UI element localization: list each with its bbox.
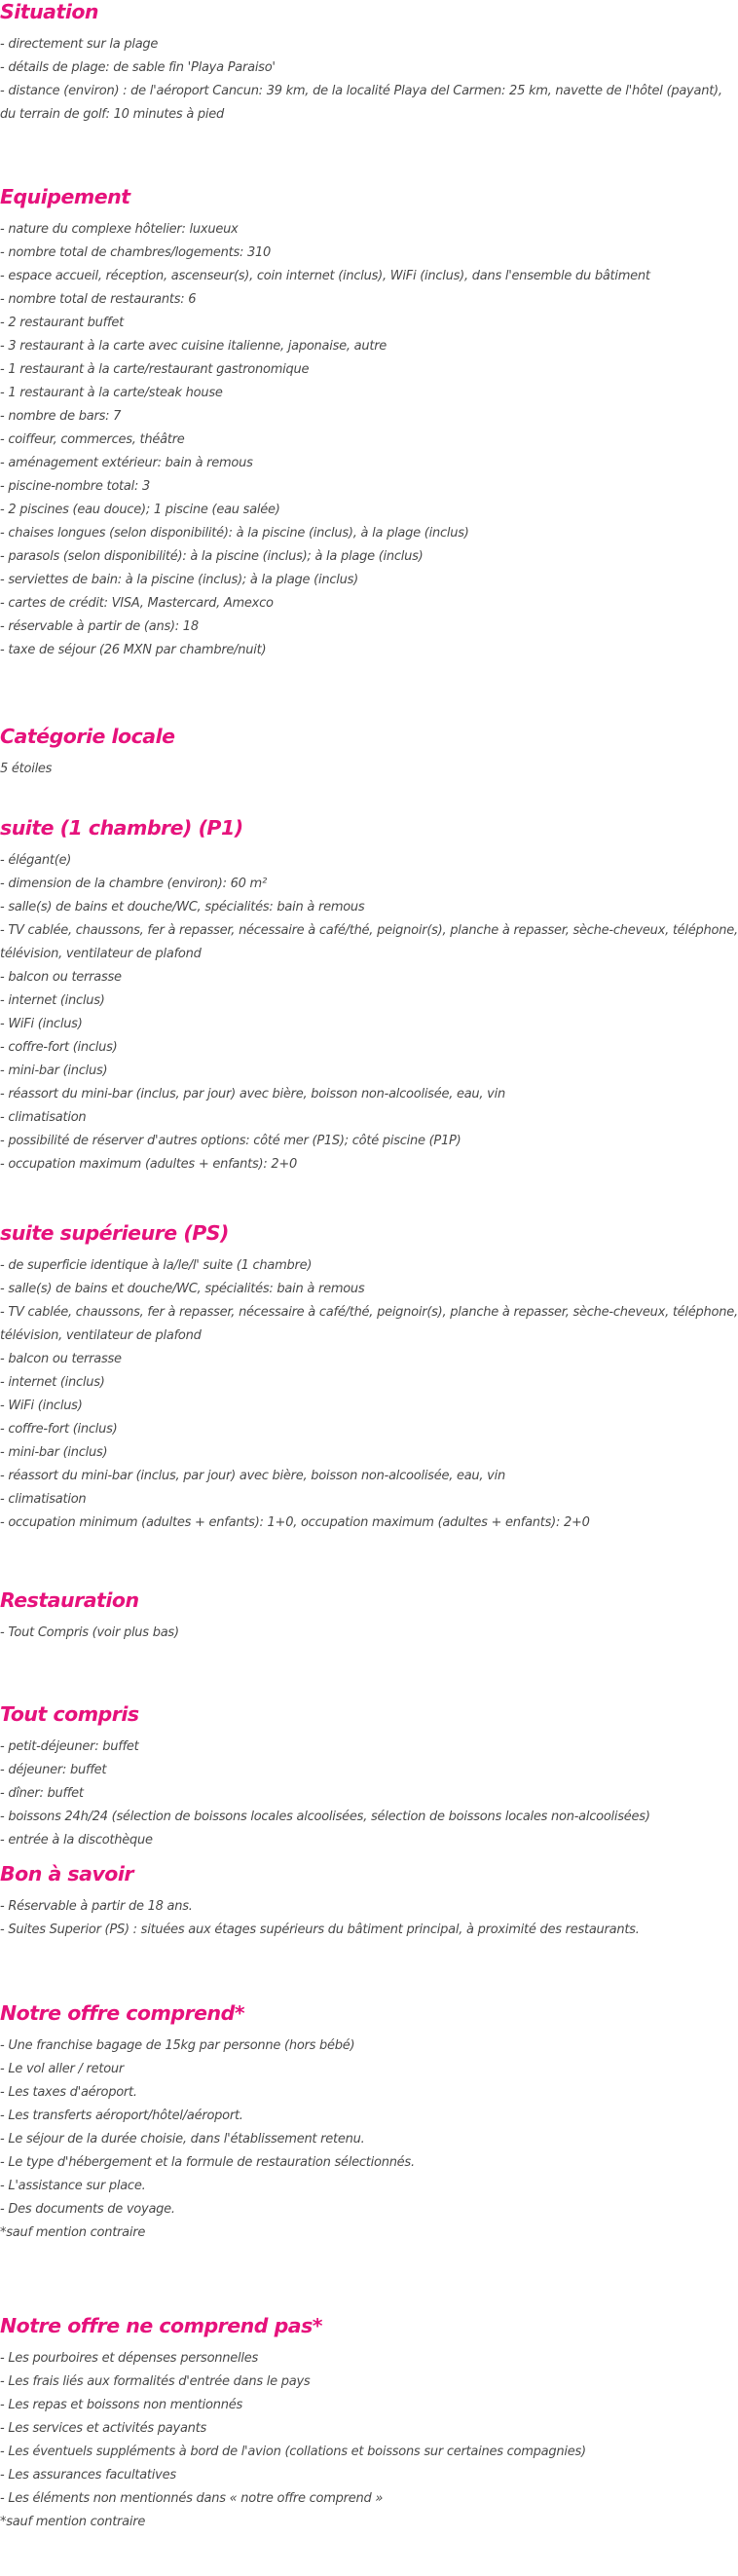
text-line: - occupation maximum (adultes + enfants): 2+0 (0, 1157, 298, 1172)
text-line: - TV cablée, chaussons, fer à repasser, nécessaire à café/thé, peignoir(s), planche à repasser, sèche-cheveux, téléphone, télévision, ventilateur de plafond (0, 1305, 738, 1343)
text-line: - Des documents de voyage. (0, 2202, 175, 2217)
text-line: - WiFi (inclus) (0, 1017, 83, 1031)
text-line: - Suites Superior (PS) : situées aux étages supérieurs du bâtiment principal, à proximité des restaurants. (0, 1923, 640, 1937)
text-line: - Tout Compris (voir plus bas) (0, 1625, 179, 1640)
text-line: - salle(s) de bains et douche/WC, spécialités: bain à remous (0, 1282, 365, 1296)
text-line: - salle(s) de bains et douche/WC, spécialités: bain à remous (0, 900, 365, 915)
text-line: - Les pourboires et dépenses personnelles (0, 2351, 259, 2366)
section-heading: Notre offre comprend* (0, 2001, 245, 2025)
text-line: - Les frais liés aux formalités d'entrée dans le pays (0, 2374, 311, 2389)
section-lines (0, 1622, 738, 1645)
text-line: - petit-déjeuner: buffet (0, 1739, 139, 1754)
section-heading: Situation (0, 0, 99, 23)
text-line: - Les services et activités payants (0, 2421, 207, 2436)
text-line: - mini-bar (inclus) (0, 1445, 108, 1460)
text-line: - TV cablée, chaussons, fer à repasser, nécessaire à café/thé, peignoir(s), planche à repasser, sèche-cheveux, téléphone, télévision, ventilateur de plafond (0, 923, 738, 961)
text-line: - balcon ou terrasse (0, 970, 122, 985)
section-bon-a-savoir (0, 1862, 738, 1942)
section-suite (0, 816, 738, 1176)
text-line: - 3 restaurant à la carte avec cuisine italienne, japonaise, autre (0, 339, 387, 354)
text-line: - 1 restaurant à la carte/restaurant gastronomique (0, 362, 310, 377)
text-line: - occupation minimum (adultes + enfants): 1+0, occupation maximum (adultes + enfants): 2+0 (0, 1515, 590, 1530)
text-line: - climatisation (0, 1110, 87, 1125)
text-line: - de superficie identique à la/le/l' suite (1 chambre) (0, 1258, 313, 1273)
text-line: - possibilité de réserver d'autres options: côté mer (P1S); côté piscine (P1P) (0, 1134, 461, 1148)
text-line: - Le type d'hébergement et la formule de restauration sélectionnés. (0, 2155, 415, 2170)
text-line: - taxe de séjour (26 MXN par chambre/nuit) (0, 643, 267, 657)
section-heading: suite supérieure (PS) (0, 1221, 229, 1245)
section-heading: suite (1 chambre) (P1) (0, 816, 243, 840)
section-heading: Tout compris (0, 1702, 139, 1726)
text-line: - 2 restaurant buffet (0, 316, 124, 330)
text-line: - nombre total de restaurants: 6 (0, 292, 197, 307)
section-restauration (0, 1588, 738, 1645)
text-line: - Le séjour de la durée choisie, dans l'établissement retenu. (0, 2132, 365, 2147)
text-line: - entrée à la discothèque (0, 1833, 153, 1848)
text-line: - 2 piscines (eau douce); 1 piscine (eau salée) (0, 503, 280, 517)
section-categorie (0, 725, 738, 781)
section-lines (0, 33, 738, 127)
text-line: - cartes de crédit: VISA, Mastercard, Amexco (0, 596, 274, 611)
section-offre-comprend (0, 2001, 738, 2245)
text-line: - serviettes de bain: à la piscine (inclus); à la plage (inclus) (0, 573, 358, 587)
section-heading: Equipement (0, 185, 130, 208)
text-line: - coffre-fort (inclus) (0, 1422, 118, 1437)
text-line: - climatisation (0, 1492, 87, 1507)
text-line: - boissons 24h/24 (sélection de boissons locales alcoolisées, sélection de boissons locales non-alcoolisées) (0, 1810, 650, 1824)
text-line: - Les éléments non mentionnés dans « notre offre comprend » (0, 2491, 384, 2506)
section-lines (0, 1895, 738, 1942)
section-offre-ne-comprend (0, 2314, 738, 2534)
text-line: - coiffeur, commerces, théâtre (0, 432, 185, 447)
text-line: - Les assurances facultatives (0, 2468, 176, 2483)
section-tout-compris (0, 1702, 738, 1852)
text-line: - coffre-fort (inclus) (0, 1040, 118, 1055)
text-line: - L'assistance sur place. (0, 2179, 146, 2193)
text-line: - distance (environ) : de l'aéroport Cancun: 39 km, de la localité Playa del Carmen: 25 km, navette de l'hôtel (payant), du terrain de golf: 10 minutes à pied (0, 84, 722, 122)
section-suite-sup (0, 1221, 738, 1535)
section-heading: Catégorie locale (0, 725, 175, 748)
section-heading: Restauration (0, 1588, 139, 1612)
section-equipement (0, 185, 738, 662)
text-line: - mini-bar (inclus) (0, 1064, 108, 1078)
section-lines (0, 758, 738, 781)
text-line: - détails de plage: de sable fin 'Playa Paraiso' (0, 60, 276, 75)
text-line: - parasols (selon disponibilité): à la piscine (inclus); à la plage (inclus) (0, 549, 424, 564)
text-line: - Les taxes d'aéroport. (0, 2085, 137, 2100)
text-line: - nature du complexe hôtelier: luxueux (0, 222, 239, 237)
text-line: - dîner: buffet (0, 1786, 84, 1801)
text-line: - nombre total de chambres/logements: 310 (0, 245, 272, 260)
text-line: *sauf mention contraire (0, 2225, 146, 2240)
section-heading: Bon à savoir (0, 1862, 134, 1885)
text-line: - réservable à partir de (ans): 18 (0, 619, 199, 634)
text-line: - espace accueil, réception, ascenseur(s), coin internet (inclus), WiFi (inclus), dans l'ensemble du bâtiment (0, 269, 650, 283)
text-line: - Les repas et boissons non mentionnés (0, 2398, 243, 2412)
text-line: - réassort du mini-bar (inclus, par jour) avec bière, boisson non-alcoolisée, eau, vin (0, 1469, 505, 1483)
text-line: - nombre de bars: 7 (0, 409, 122, 424)
section-lines (0, 2035, 738, 2245)
section-lines (0, 2347, 738, 2534)
text-line: - piscine-nombre total: 3 (0, 479, 150, 494)
text-line: - balcon ou terrasse (0, 1352, 122, 1366)
section-lines (0, 218, 738, 662)
text-line: - 1 restaurant à la carte/steak house (0, 386, 223, 400)
text-line: - Le vol aller / retour (0, 2062, 124, 2076)
text-line: - élégant(e) (0, 853, 72, 868)
section-lines (0, 849, 738, 1176)
text-line: - Réservable à partir de 18 ans. (0, 1899, 193, 1914)
text-line: - internet (inclus) (0, 1375, 105, 1390)
section-lines (0, 1736, 738, 1852)
text-line: - réassort du mini-bar (inclus, par jour) avec bière, boisson non-alcoolisée, eau, vin (0, 1087, 505, 1101)
text-line: - directement sur la plage (0, 37, 159, 52)
text-line: - WiFi (inclus) (0, 1399, 83, 1413)
text-line: 5 étoiles (0, 762, 53, 776)
section-lines (0, 1254, 738, 1535)
text-line: - chaises longues (selon disponibilité): à la piscine (inclus), à la plage (inclus) (0, 526, 469, 541)
text-line: - Les transferts aéroport/hôtel/aéroport. (0, 2109, 243, 2123)
text-line: - aménagement extérieur: bain à remous (0, 456, 253, 470)
section-heading: Notre offre ne comprend pas* (0, 2314, 323, 2337)
text-line: - Une franchise bagage de 15kg par personne (hors bébé) (0, 2038, 355, 2053)
text-line: - dimension de la chambre (environ): 60 m² (0, 877, 267, 891)
text-line: - déjeuner: buffet (0, 1763, 107, 1777)
text-line: - Les éventuels suppléments à bord de l'avion (collations et boissons sur certaines compagnies) (0, 2445, 586, 2459)
text-line: - internet (inclus) (0, 993, 105, 1008)
section-situation (0, 0, 738, 127)
text-line: *sauf mention contraire (0, 2515, 146, 2529)
